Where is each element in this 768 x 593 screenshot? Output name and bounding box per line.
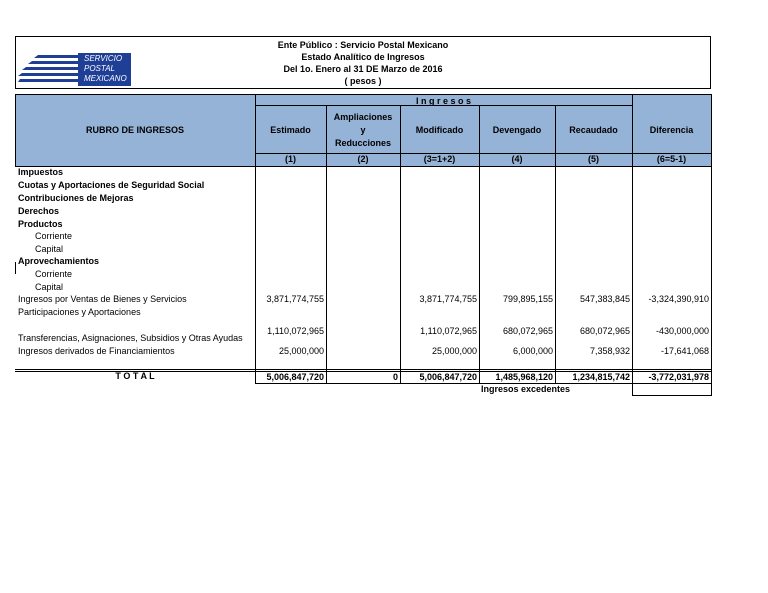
row-impuestos: Impuestos bbox=[18, 167, 64, 177]
col-ampliaciones-line3: Reducciones bbox=[334, 138, 392, 148]
fin-estimado: 25,000,000 bbox=[278, 346, 324, 356]
col-ampliaciones-line2: y bbox=[360, 125, 366, 135]
total-ampliaciones: 0 bbox=[392, 372, 398, 382]
col-number-5: (5) bbox=[588, 154, 599, 164]
col-recaudado: Recaudado bbox=[569, 125, 618, 135]
col-estimado: Estimado bbox=[270, 125, 311, 135]
row-contribuciones: Contribuciones de Mejoras bbox=[18, 193, 134, 203]
transf-diferencia: -430,000,000 bbox=[655, 326, 709, 336]
report-title: Estado Analítico de Ingresos bbox=[301, 52, 425, 62]
row-cuotas: Cuotas y Aportaciones de Seguridad Social bbox=[18, 180, 205, 190]
ventas-modificado: 3,871,774,755 bbox=[419, 294, 477, 304]
row-transferencias: Transferencias, Asignaciones, Subsidios y Otras Ayudas bbox=[18, 333, 243, 343]
ventas-diferencia: -3,324,390,910 bbox=[648, 294, 709, 304]
total-modificado: 5,006,847,720 bbox=[419, 372, 477, 382]
report-period: Del 1o. Enero al 31 DE Marzo de 2016 bbox=[283, 64, 443, 74]
fin-modificado: 25,000,000 bbox=[431, 346, 477, 356]
col-rubro: RUBRO DE INGRESOS bbox=[85, 125, 184, 135]
row-derechos: Derechos bbox=[18, 206, 60, 216]
row-aprovechamientos-corriente: Corriente bbox=[35, 269, 73, 279]
ingresos-excedentes-label: Ingresos excedentes bbox=[481, 384, 571, 394]
entity-title: Ente Público : Servicio Postal Mexicano bbox=[277, 40, 449, 50]
col-diferencia: Diferencia bbox=[649, 125, 694, 135]
col-ampliaciones bbox=[326, 111, 400, 150]
total-estimado: 5,006,847,720 bbox=[266, 372, 324, 382]
col-number-4: (4) bbox=[511, 154, 523, 164]
ingresos-group-header: I n g r e s o s bbox=[415, 96, 471, 106]
fin-recaudado: 7,358,932 bbox=[589, 346, 630, 356]
transf-devengado: 680,072,965 bbox=[502, 326, 553, 336]
row-aprovechamientos-capital: Capital bbox=[35, 282, 64, 292]
col-number-6: (6=5-1) bbox=[656, 154, 687, 164]
row-productos-corriente: Corriente bbox=[35, 231, 73, 241]
transf-estimado: 1,110,072,965 bbox=[267, 326, 324, 336]
transf-modificado: 1,110,072,965 bbox=[420, 326, 477, 336]
fin-diferencia: -17,641,068 bbox=[660, 346, 709, 356]
row-productos: Productos bbox=[18, 219, 63, 229]
report-units: ( pesos ) bbox=[344, 76, 382, 86]
logo-line-2: POSTAL bbox=[84, 64, 115, 73]
total-diferencia: -3,772,031,978 bbox=[648, 372, 709, 382]
total-devengado: 1,485,968,120 bbox=[495, 372, 553, 382]
row-productos-capital: Capital bbox=[35, 244, 64, 254]
row-financiamientos: Ingresos derivados de Financiamientos bbox=[18, 346, 175, 356]
total-label: T O T A L bbox=[115, 371, 155, 381]
col-number-2: (2) bbox=[357, 154, 369, 164]
row-ventas: Ingresos por Ventas de Bienes y Servicios bbox=[18, 294, 187, 304]
ventas-devengado: 799,895,155 bbox=[502, 294, 553, 304]
fin-devengado: 6,000,000 bbox=[512, 346, 553, 356]
col-modificado: Modificado bbox=[415, 125, 464, 135]
col-ampliaciones-line1: Ampliaciones bbox=[333, 112, 393, 122]
col-devengado: Devengado bbox=[492, 125, 542, 135]
total-recaudado: 1,234,815,742 bbox=[572, 372, 630, 382]
col-number-1: (1) bbox=[285, 154, 296, 164]
logo-line-1: SERVICIO bbox=[84, 54, 123, 63]
logo-line-3: MEXICANO bbox=[84, 74, 127, 83]
row-aprovechamientos: Aprovechamientos bbox=[18, 256, 100, 266]
col-number-3: (3=1+2) bbox=[423, 154, 456, 164]
report-header bbox=[15, 36, 711, 89]
ventas-estimado: 3,871,774,755 bbox=[266, 294, 324, 304]
transf-recaudado: 680,072,965 bbox=[579, 326, 630, 336]
ventas-recaudado: 547,383,845 bbox=[579, 294, 630, 304]
row-participaciones: Participaciones y Aportaciones bbox=[18, 307, 141, 317]
